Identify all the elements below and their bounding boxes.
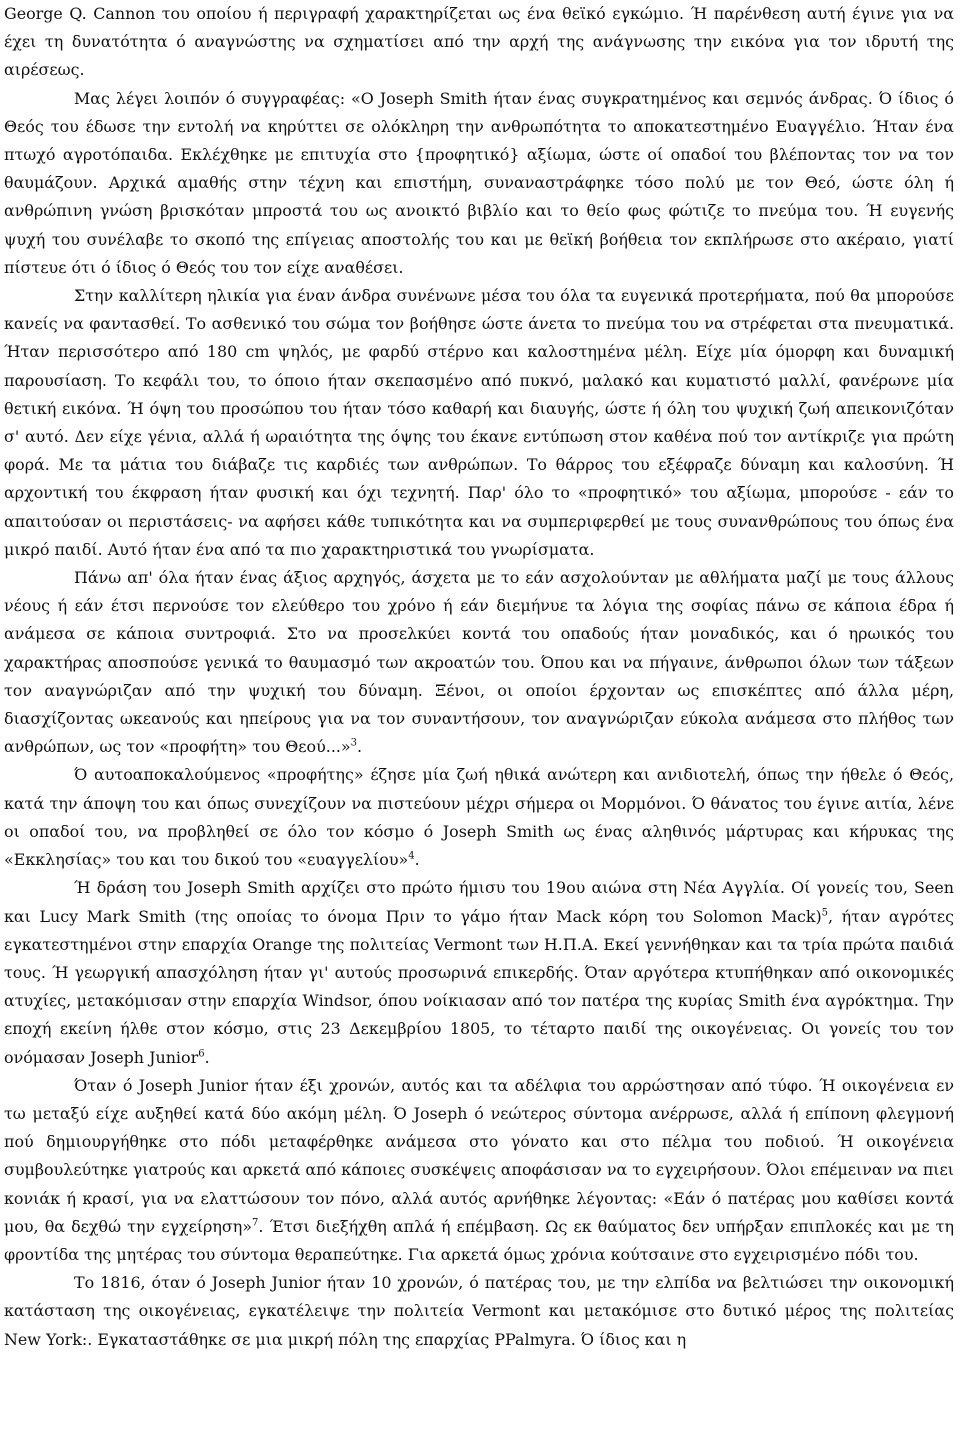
- paragraph-text-tail: . Έτσι διεξήχθη απλά ή επέμβαση. Ως εκ θαύματος δεν υπήρξαν επιπλοκές και με τη φροντίδα της μητέρας του σύντομα θεραπεύτηκε. Για αρκετά όμως χρόνια κούτσαινε στο εγχειρισμένο πόδι του.: [4, 1216, 954, 1264]
- paragraph: [4, 564, 954, 761]
- paragraph-text: Στην καλλίτερη ηλικία για έναν άνδρα συνένωνε μέσα του όλα τα ευγενικά προτερήματα, πού θα μπορούσε κανείς να φαντασθεί. Το ασθενικό του σώμα τον βοήθησε ώστε άνετα το πνεύμα του να στρέφεται στα πνευματικά. Ήταν περισσότερο από 180 cm ψηλός, με φαρδύ στέρνο και καλοστημένα μέλη. Είχε μία όμορφη και δυναμική παρουσίαση. Το κεφάλι του, το όποιο ήταν σκεπασμένο από πυκνό, μαλακό και κυματιστό μαλλί, φανέρωνε μία θετική εικόνα. Ή όψη του προσώπου του ήταν τόσο καθαρή και διαυγής, ώστε ή όλη του ψυχική ζωή απεικονιζόταν σ' αυτό. Δεν είχε γένια, αλλά ή ωραιότητα της όψης του έκανε εντύπωση στον καθένα πού τον αντίκριζε για πρώτη φορά. Με τα μάτια του διάβαζε τις καρδιές των ανθρώπων. Το θάρρος του εξέφραζε δύναμη και καλοσύνη. Ή αρχοντική του έκφραση ήταν φυσική και όχι τεχνητή. Παρ' όλο το «προφητικό» του αξίωμα, μπορούσε - εάν το απαιτούσαν οι περιστάσεις- να αφήσει κάθε τυπικότητα και να συμπεριφερθεί με τους συνανθρώπους του όπως ένα μικρό παιδί. Αυτό ήταν ένα από τα πιο χαρακτηριστικά του γνωρίσματα.: [4, 286, 954, 559]
- paragraph-text-tail: , ήταν αγρότες εγκατεστημένοι στην επαρχία Orange της πολιτείας Vermont των Η.Π.Α. Εκεί γεννήθηκαν και τα τρία πρώτα παιδιά τους. Ή γεωργική απασχόληση ήταν γι' αυτούς προσωρινά επικερδής. Όταν αργότερα κτυπήθηκαν από οικονομικές ατυχίες, μετακόμισαν στην επαρχία Windsor, όπου νοίκιασαν από τον πατέρα της κυρίας Smith ένα αγρόκτημα. Την εποχή εκείνη ήλθε στον κόσμο, στις 23 Δεκεμβρίου 1805, το τέταρτο παιδί της οικογένειας. Οι γονείς του τον ονόμασαν Joseph Junior: [4, 906, 954, 1067]
- paragraph: [4, 1269, 954, 1354]
- document-page: [4, 0, 954, 1440]
- paragraph: [4, 85, 954, 282]
- paragraph: [4, 1072, 954, 1269]
- paragraph: [4, 874, 954, 1071]
- footnote-marker: 7: [252, 1217, 259, 1229]
- paragraph-text-tail: .: [414, 850, 420, 870]
- paragraph: [4, 761, 954, 874]
- paragraph-text: Ή δράση του Joseph Smith αρχίζει στο πρώτο ήμισυ του 19ου αιώνα στη Νέα Αγγλία. Οί γονείς του, Seen και Lucy Mark Smith (της οποίας το όνομα Πριν το γάμο ήταν Mack κόρη του Solomon Mack): [4, 878, 954, 926]
- footnote-marker: 4: [408, 850, 415, 862]
- footnote-marker: 3: [350, 737, 358, 749]
- footnote-marker: 5: [821, 907, 829, 919]
- paragraph: [4, 282, 954, 564]
- paragraph-text: Το 1816, όταν ό Joseph Junior ήταν 10 χρονών, ό πατέρας του, με την ελπίδα να βελτιώσει την οικονομική κατάσταση της οικογένειας, εγκατέλειψε την πολιτεία Vermont και μετακόμισε στο δυτικό μέρος της πολιτείας New York:. Εγκαταστάθηκε σε μια μικρή πόλη της επαρχίας PPalmyra. Ό ίδιος και η: [4, 1273, 954, 1349]
- paragraph-text-tail: .: [204, 1047, 210, 1067]
- paragraph: [4, 0, 954, 85]
- paragraph-text: George Q. Cannon του οποίου ή περιγραφή χαρακτηρίζεται ως ένα θεϊκό εγκώμιο. Ή παρένθεση αυτή έγινε για να έχει τη δυνατότητα ό αναγνώστης να σχηματίσει από την αρχή της ανάγνωσης την εικόνα για τον ιδρυτή της αιρέσεως.: [4, 4, 954, 80]
- paragraph-text: Μας λέγει λοιπόν ό συγγραφέας: «Ο Joseph Smith ήταν ένας συγκρατημένος και σεμνός άνδρας. Ό ίδιος ό Θεός του έδωσε την εντολή να κηρύττει σε ολόκληρη την ανθρωπότητα το αποκατεστημένο Ευαγγέλιο. Ήταν ένα πτωχό αγροτόπαιδα. Εκλέχθηκε με επιτυχία στο {προφητικό} αξίωμα, ώστε οί οπαδοί του βλέποντας τον να τον θαυμάζουν. Αρχικά αμαθής στην τέχνη και επιστήμη, συναναστράφηκε τόσο πολύ με τον Θεό, ώστε όλη ή ανθρώπινη γνώση βρισκόταν μπροστά του ως ανοικτό βιβλίο και το θείο φως φώτιζε το πνεύμα του. Ή ευγενής ψυχή του συνέλαβε το σκοπό της επίγειας αποστολής του και με θεϊκή βοήθεια τον εκπλήρωσε στο ακέραιο, γιατί πίστευε ότι ό ίδιος ό Θεός του τον είχε αναθέσει.: [4, 88, 954, 277]
- paragraph-text: Όταν ό Joseph Junior ήταν έξι χρονών, αυτός και τα αδέλφια του αρρώστησαν από τύφο. Ή οικογένεια εν τω μεταξύ είχε αυξηθεί κατά δύο ακόμη μέλη. Ό Joseph ό νεώτερος σύντομα ανέρρωσε, αλλά ή επίπονη φλεγμονή πού δημιουργήθηκε στο πόδι μεταφέρθηκε ανάμεσα στο γόνατο και στο πέλμα του ποδιού. Ή οικογένεια συμβουλεύτηκε γιατρούς και αρκετά από κάποιες συσκέψεις αποφάσισαν να το εγχειρήσουν. Όλοι επέμειναν να πιει κονιάκ ή κρασί, για να ελαττώσουν τον πόνο, αλλά αυτός αρνήθηκε λέγοντας: «Εάν ό πατέρας μου καθίσει κοντά μου, θα δεχθώ την εγχείρηση»: [4, 1075, 954, 1236]
- paragraph-text-tail: .: [357, 737, 363, 757]
- footnote-marker: 6: [198, 1048, 205, 1060]
- paragraph-text: Ό αυτοαποκαλούμενος «προφήτης» έζησε μία ζωή ηθικά ανώτερη και ανιδιοτελή, όπως την ήθελε ό Θεός, κατά την άποψη του και όπως συνεχίζουν να πιστεύουν μέχρι σήμερα οι Μορμόνοι. Ό θάνατος του έγινε αιτία, λένε οι οπαδοί του, να προβληθεί σε όλο τον κόσμο ό Joseph Smith ως ένας αληθινός μάρτυρας και κήρυκας της «Εκκλησίας» του και του δικού του «ευαγγελίου»: [4, 765, 954, 870]
- paragraph-text: Πάνω απ' όλα ήταν ένας άξιος αρχηγός, άσχετα με το εάν ασχολούνταν με αθλήματα μαζί με τους άλλους νέους ή εάν έτσι περνούσε τον ελεύθερο του χρόνο ή εάν διεμήνυε τα λόγια της σοφίας πάνω σε κάποια έδρα ή ανάμεσα σε κάποια συντροφιά. Στο να προσελκύει κοντά του οπαδούς ήταν μοναδικός, και ό ηρωικός του χαρακτήρας αποσπούσε γενικά το θαυμασμό των ακροατών του. Όπου και να πήγαινε, άνθρωποι όλων των τάξεων τον αναγνώριζαν από την ψυχική του δύναμη. Ξένοι, οι οποίοι έρχονταν ως επισκέπτες από άλλα μέρη, διασχίζοντας ωκεανούς και ηπείρους για να τον συναντήσουν, τον αναγνώριζαν εύκολα ανάμεσα στο πλήθος των ανθρώπων, ως τον «προφήτη» του Θεού...»: [4, 568, 954, 757]
